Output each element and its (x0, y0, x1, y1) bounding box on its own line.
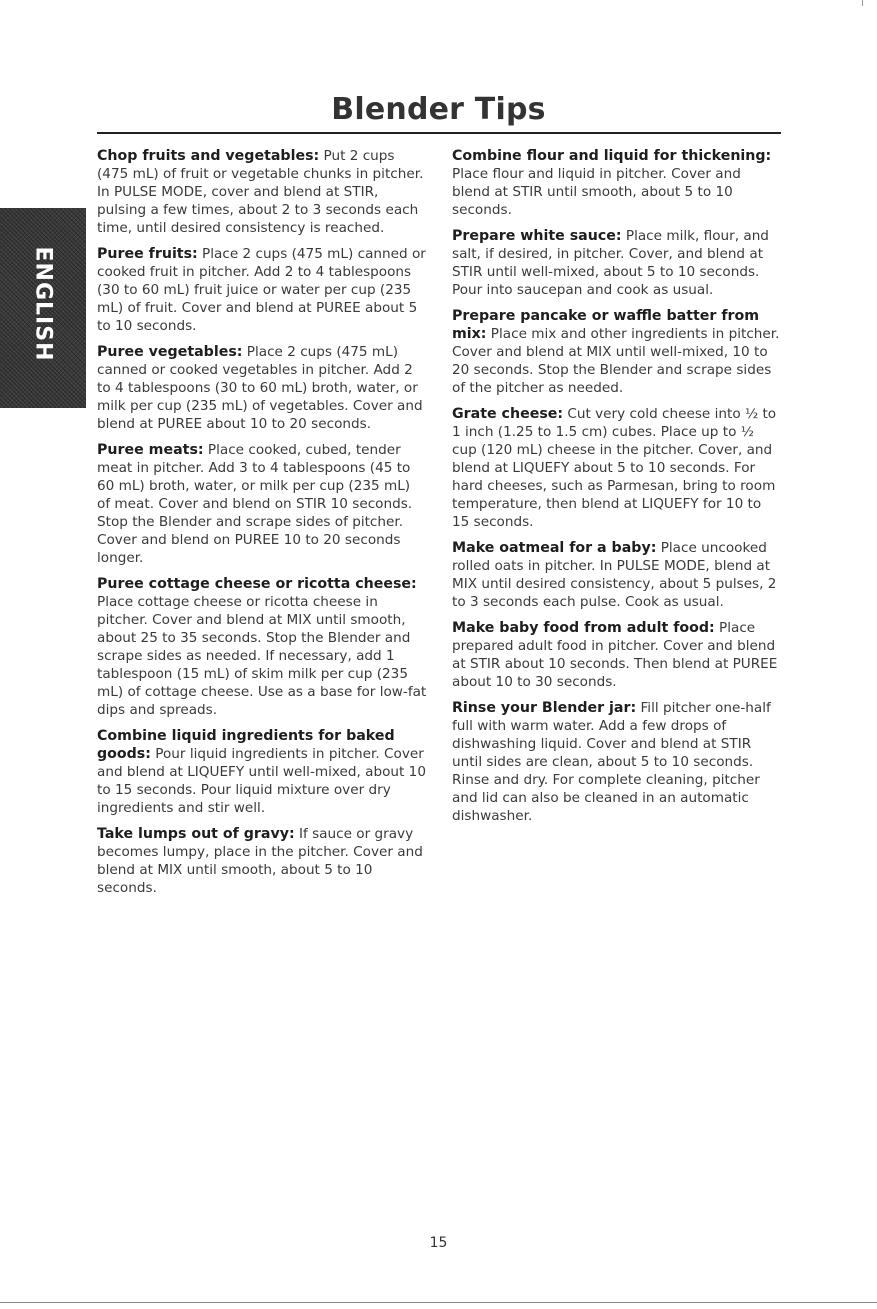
tip-text: Place cooked, cubed, tender meat in pitcher. Add 3 to 4 tablespoons (45 to 60 mL) broth, water, or milk per cup (235 mL) of meat. Cover and blend on STIR 10 seconds. Stop the Blender and scrape sides of pitcher. Cover and blend on PUREE 10 to 20 seconds longer. (97, 442, 413, 566)
tip-text: Put 2 cups (475 mL) of fruit or vegetable chunks in pitcher. In PULSE MODE, cover and blend at STIR, pulsing a few times, about 2 to 3 seconds each time, until desired consistency is reached. (97, 148, 424, 236)
tip-paragraph (452, 147, 782, 219)
tip-text: Place mix and other ingredients in pitcher. Cover and blend at MIX until well-mixed, 10 to 20 seconds. Stop the Blender and scrape sides of the pitcher as needed. (452, 326, 780, 396)
tip-paragraph (452, 227, 782, 299)
tip-text: Place cottage cheese or ricotta cheese in pitcher. Cover and blend at MIX until smooth, about 25 to 35 seconds. Stop the Blender and scrape sides as needed. If necessary, add 1 tablespoon (15 mL) of skim milk per cup (235 mL) of cottage cheese. Use as a base for low-fat dips and spreads. (97, 594, 427, 718)
tip-heading: Chop fruits and vegetables: (97, 148, 320, 164)
tip-text: Pour liquid ingredients in pitcher. Cover and blend at LIQUEFY until well-mixed, about 10 to 15 seconds. Pour liquid mixture over dry ingredients and stir well. (97, 746, 426, 816)
tip-paragraph (97, 441, 427, 567)
tip-paragraph (452, 307, 782, 397)
bottom-edge-rule (0, 1302, 877, 1303)
tip-heading: Grate cheese: (452, 406, 564, 422)
tip-heading: Make oatmeal for a baby: (452, 540, 657, 556)
left-column (97, 147, 427, 905)
title-rule (97, 132, 781, 134)
tip-heading: Puree vegetables: (97, 344, 243, 360)
tip-heading: Combine flour and liquid for thickening: (452, 148, 772, 164)
right-column (452, 147, 782, 833)
tip-heading: Make baby food from adult food: (452, 620, 715, 636)
tip-text: Place 2 cups (475 mL) canned or cooked vegetables in pitcher. Add 2 to 4 tablespoons (30 to 60 mL) broth, water, or milk per cup (235 mL) of vegetables. Cover and blend at PUREE about 10 to 20 seconds. (97, 344, 423, 432)
tip-heading: Combine liquid ingredients for baked goods: (97, 728, 395, 762)
tip-paragraph (452, 539, 782, 611)
tip-paragraph (97, 147, 427, 237)
tip-heading: Prepare pancake or waffle batter from mix: (452, 308, 760, 342)
tip-paragraph (97, 343, 427, 433)
tip-text: Place milk, flour, and salt, if desired, in pitcher. Cover, and blend at STIR until well-mixed, about 5 to 10 seconds. Pour into saucepan and cook as usual. (452, 228, 769, 298)
tip-text: Place uncooked rolled oats in pitcher. In PULSE MODE, blend at MIX until desired consistency, about 5 pulses, 2 to 3 seconds each pulse. Cook as usual. (452, 540, 777, 610)
tip-paragraph (97, 245, 427, 335)
tip-heading: Take lumps out of gravy: (97, 826, 295, 842)
page-title: Blender Tips (331, 92, 546, 127)
tip-paragraph (452, 405, 782, 531)
corner-crop-mark (862, 0, 863, 6)
tip-text: If sauce or gravy becomes lumpy, place in the pitcher. Cover and blend at MIX until smooth, about 5 to 10 seconds. (97, 826, 423, 896)
tip-heading: Rinse your Blender jar: (452, 700, 637, 716)
tip-text: Place prepared adult food in pitcher. Cover and blend at STIR about 10 seconds. Then blend at PUREE about 10 to 30 seconds. (452, 620, 778, 690)
tip-heading: Puree meats: (97, 442, 204, 458)
tip-heading: Puree cottage cheese or ricotta cheese: (97, 576, 417, 592)
tip-paragraph (97, 825, 427, 897)
tip-heading: Puree fruits: (97, 246, 198, 262)
tip-text: Place flour and liquid in pitcher. Cover and blend at STIR until smooth, about 5 to 10 seconds. (452, 166, 741, 218)
tip-paragraph (452, 619, 782, 691)
tip-heading: Prepare white sauce: (452, 228, 622, 244)
page-number: 15 (429, 1235, 448, 1251)
tip-paragraph (452, 699, 782, 825)
tip-text: Cut very cold cheese into ½ to 1 inch (1.25 to 1.5 cm) cubes. Place up to ½ cup (120 mL) cheese in the pitcher. Cover, and blend at LIQUEFY about 5 to 10 seconds. For hard cheeses, such as Parmesan, bring to room temperature, then blend at LIQUEFY for 10 to 15 seconds. (452, 406, 777, 530)
tip-text: Place 2 cups (475 mL) canned or cooked fruit in pitcher. Add 2 to 4 tablespoons (30 to 60 mL) fruit juice or water per cup (235 mL) of fruit. Cover and blend at PUREE about 5 to 10 seconds. (97, 246, 426, 334)
tip-paragraph (97, 727, 427, 817)
language-tab-label: ENGLISH (30, 246, 56, 362)
tip-text: Fill pitcher one-half full with warm water. Add a few drops of dishwashing liquid. Cover and blend at STIR until sides are clean, about 5 to 10 seconds. Rinse and dry. For complete cleaning, pitcher and lid can also be cleaned in an automatic dishwasher. (452, 700, 771, 824)
tip-paragraph (97, 575, 427, 719)
